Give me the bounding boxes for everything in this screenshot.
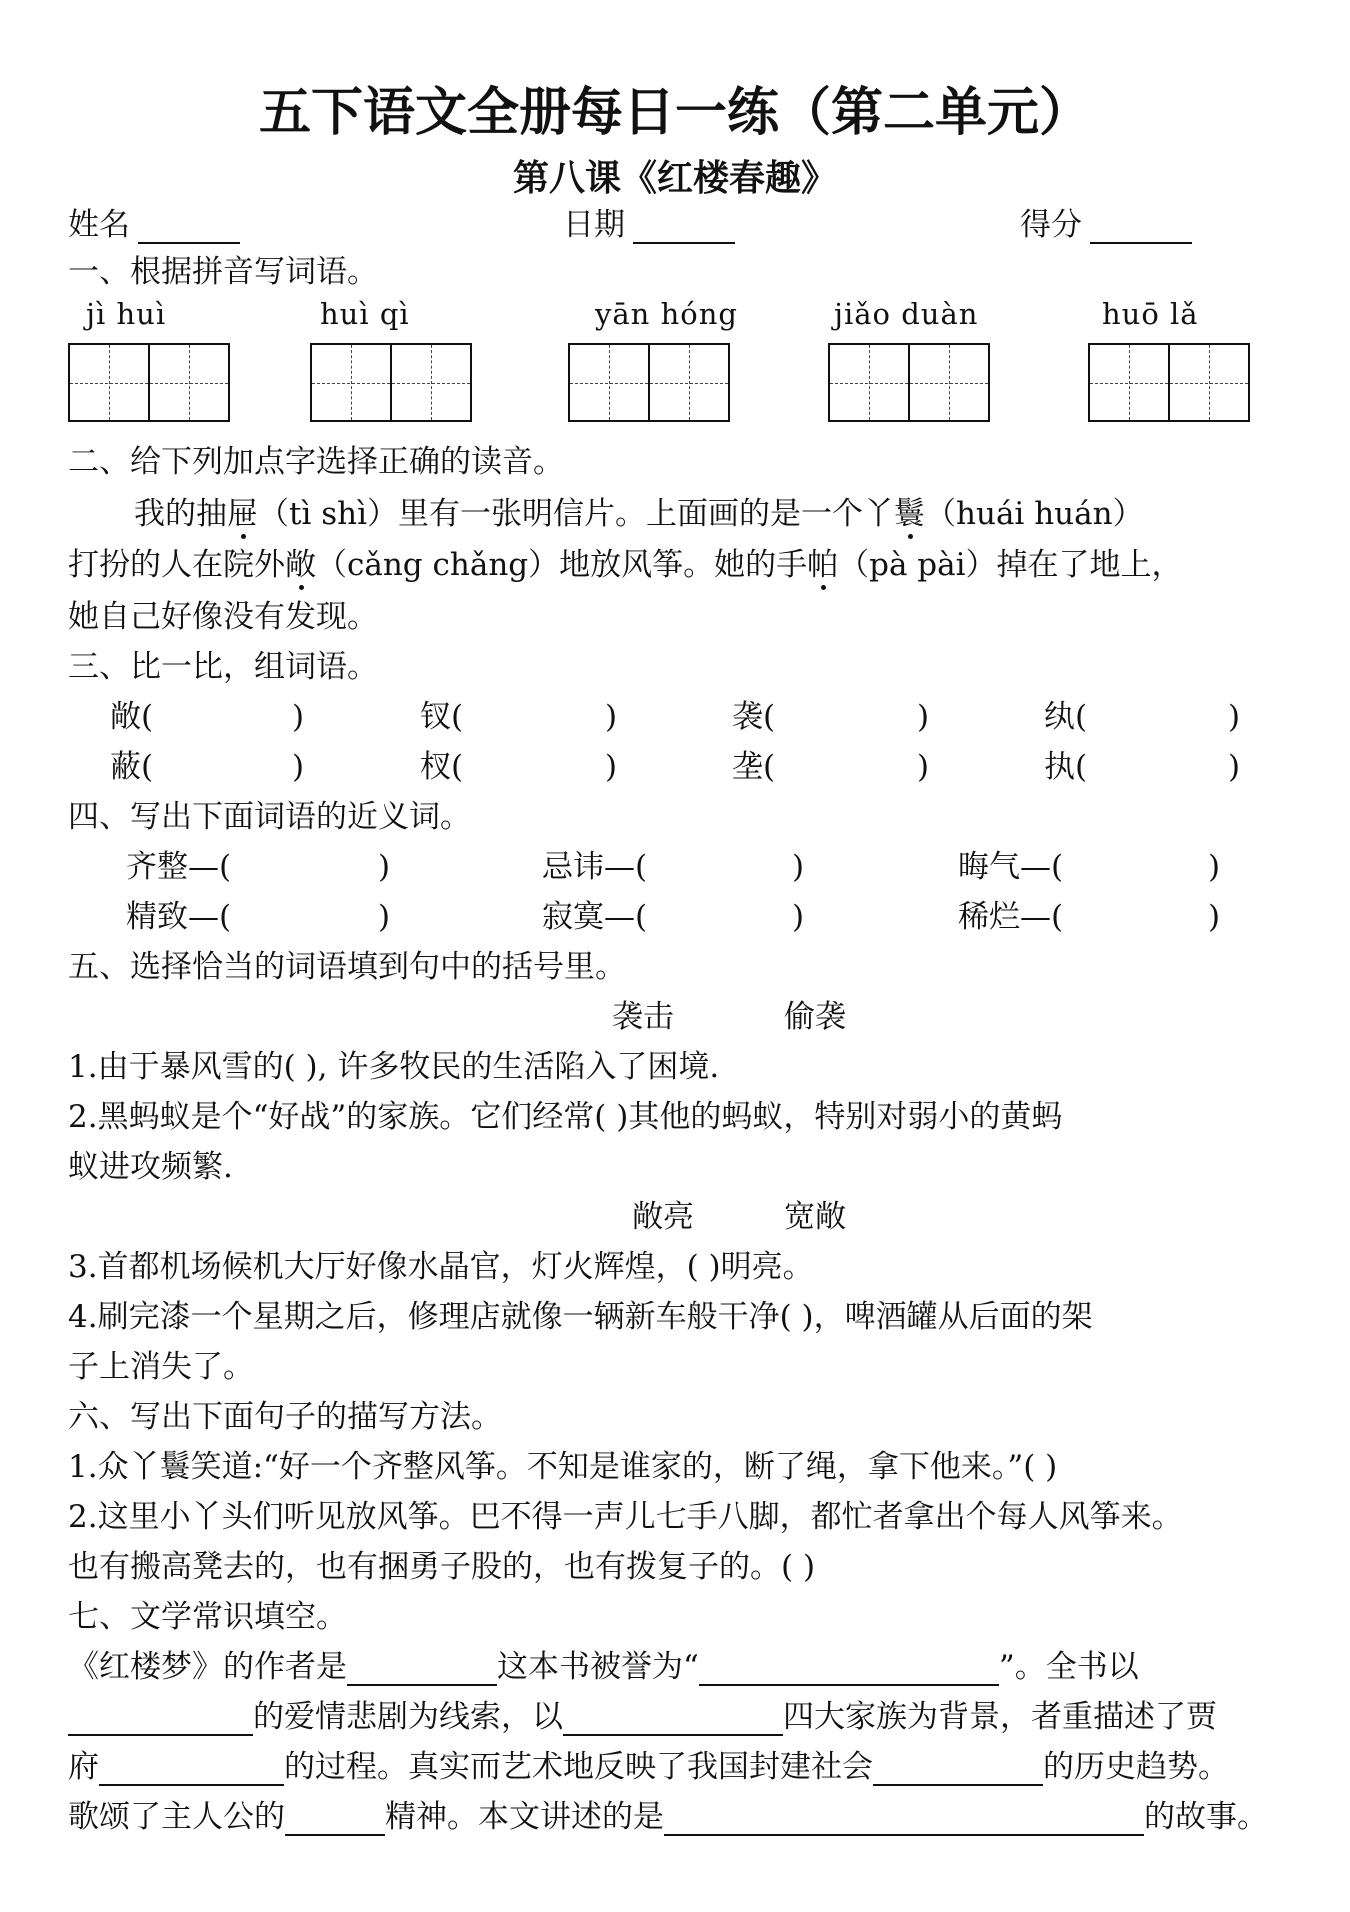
date-field[interactable] xyxy=(563,208,735,244)
answer-blank[interactable] xyxy=(99,1754,284,1786)
compare-2-3: 垄( xyxy=(732,749,776,785)
question-6-2a: 2.这里小丫头们听见放风筝。巴不得一声儿七手八脚，都忙者拿出个每人风筝来。 xyxy=(68,1499,1183,1535)
name-label: 姓名 xyxy=(68,207,130,243)
dotted-char: 鬟 xyxy=(894,496,926,532)
score-label: 得分 xyxy=(1020,207,1082,243)
date-label: 日期 xyxy=(563,207,625,243)
question-5-4a: 4.刷完漆一个星期之后，修理店就像一辆新车般干净( )，啤酒罐从后面的架 xyxy=(68,1299,1093,1335)
question-6-1: 1.众丫鬟笑道:“好一个齐整风筝。不知是谁家的，断了绳，拿下他来。”( ) xyxy=(68,1449,1058,1485)
pinyin-1: jì huì xyxy=(86,297,167,331)
question-5-2a: 2.黑蚂蚁是个“好战”的家族。它们经常( )其他的蚂蚁，特别对弱小的黄蚂 xyxy=(68,1099,1063,1135)
section2-line2: 打扮的人在院外敞（cǎng chǎng）地放风筝。她的手帕（pà pài）掉在了地上， xyxy=(68,547,1183,583)
score-blank[interactable] xyxy=(1090,214,1192,244)
synonym-close: ) xyxy=(378,849,391,885)
dotted-char: 敞 xyxy=(285,547,316,583)
literature-line-2: 的爱情悲剧为线索，以 四大家族为背景，者重描述了贾 xyxy=(68,1700,1217,1736)
question-5-4b: 子上消失了。 xyxy=(68,1349,254,1385)
writing-grid-3[interactable] xyxy=(568,343,730,422)
answer-blank[interactable] xyxy=(563,1704,783,1736)
score-field[interactable] xyxy=(1020,208,1192,244)
name-field[interactable] xyxy=(68,208,240,244)
synonym-2-1: 精致—( xyxy=(126,899,232,935)
compare-close: ) xyxy=(917,749,930,785)
synonym-1-3: 晦气—( xyxy=(958,849,1064,885)
writing-grid-4[interactable] xyxy=(828,343,990,422)
answer-blank[interactable] xyxy=(285,1804,385,1836)
writing-grid-5[interactable] xyxy=(1088,343,1250,422)
pinyin-2: huì qì xyxy=(320,297,410,331)
dotted-char: 帕 xyxy=(807,547,839,583)
synonym-1-1: 齐整—( xyxy=(126,849,232,885)
section1-heading: 一、根据拼音写词语。 xyxy=(68,254,378,290)
question-6-2b: 也有搬高凳去的，也有捆勇子股的，也有拨复子的。( ) xyxy=(68,1549,816,1585)
compare-1-3: 袭( xyxy=(732,699,776,735)
section5-heading: 五、选择恰当的词语填到句中的括号里。 xyxy=(68,949,626,985)
synonym-2-3: 稀烂—( xyxy=(958,899,1064,935)
word-option: 宽敞 xyxy=(784,1199,846,1235)
answer-blank[interactable] xyxy=(68,1704,253,1736)
synonym-close: ) xyxy=(792,849,805,885)
answer-blank[interactable] xyxy=(873,1754,1043,1786)
answer-blank[interactable] xyxy=(664,1804,1144,1836)
word-option: 敞亮 xyxy=(632,1199,694,1235)
writing-grid-1[interactable] xyxy=(68,343,230,422)
compare-1-2: 钗( xyxy=(420,699,464,735)
section3-heading: 三、比一比，组词语。 xyxy=(68,649,378,685)
name-blank[interactable] xyxy=(138,214,240,244)
question-5-1: 1.由于暴风雪的( ), 许多牧民的生活陷入了困境. xyxy=(68,1049,720,1085)
synonym-close: ) xyxy=(1208,849,1221,885)
compare-close: ) xyxy=(605,699,618,735)
question-5-2b: 蚁进攻频繁. xyxy=(68,1149,233,1185)
synonym-close: ) xyxy=(378,899,391,935)
section6-heading: 六、写出下面句子的描写方法。 xyxy=(68,1399,502,1435)
synonym-close: ) xyxy=(792,899,805,935)
section2-line3: 她自己好像没有发现。 xyxy=(68,599,378,635)
compare-1-4: 纨( xyxy=(1044,699,1088,735)
compare-close: ) xyxy=(1228,699,1241,735)
section2-line1: 我的抽屉（tì shì）里有一张明信片。上面画的是一个丫鬟（huái huán） xyxy=(134,496,1144,532)
lesson-subtitle: 第八课《红楼春趣》 xyxy=(512,158,837,199)
answer-blank[interactable] xyxy=(347,1654,497,1686)
pinyin-4: jiǎo duàn xyxy=(834,297,979,331)
synonym-close: ) xyxy=(1208,899,1221,935)
compare-2-4: 执( xyxy=(1044,749,1088,785)
compare-2-1: 蔽( xyxy=(110,749,154,785)
pinyin-5: huō lǎ xyxy=(1102,297,1199,331)
compare-close: ) xyxy=(917,699,930,735)
answer-blank[interactable] xyxy=(699,1654,999,1686)
literature-line-1: 《红楼梦》的作者是 这本书被誉为“ ”。全书以 xyxy=(68,1649,1139,1685)
pinyin-3: yān hóng xyxy=(595,297,738,331)
synonym-1-2: 忌讳—( xyxy=(542,849,648,885)
literature-line-4: 歌颂了主人公的 精神。本文讲述的是 的故事。 xyxy=(68,1799,1268,1835)
compare-2-2: 杈( xyxy=(420,749,464,785)
compare-close: ) xyxy=(292,699,305,735)
page-title: 五下语文全册每日一练（第二单元） xyxy=(258,83,1091,143)
dotted-char: 屉 xyxy=(227,496,258,532)
literature-line-3: 府 的过程。真实而艺术地反映了我国封建社会 的历史趋势。 xyxy=(68,1749,1229,1785)
compare-close: ) xyxy=(1228,749,1241,785)
section7-heading: 七、文学常识填空。 xyxy=(68,1599,347,1635)
word-option: 偷袭 xyxy=(784,999,846,1035)
compare-close: ) xyxy=(605,749,618,785)
writing-grid-2[interactable] xyxy=(310,343,472,422)
question-5-3: 3.首都机场候机大厅好像水晶官，灯火辉煌，( )明亮。 xyxy=(68,1249,814,1285)
word-option: 袭击 xyxy=(612,999,674,1035)
compare-1-1: 敞( xyxy=(110,699,154,735)
synonym-2-2: 寂寞—( xyxy=(542,899,648,935)
section2-heading: 二、给下列加点字选择正确的读音。 xyxy=(68,444,564,480)
compare-close: ) xyxy=(292,749,305,785)
date-blank[interactable] xyxy=(633,214,735,244)
section4-heading: 四、写出下面词语的近义词。 xyxy=(68,799,471,835)
